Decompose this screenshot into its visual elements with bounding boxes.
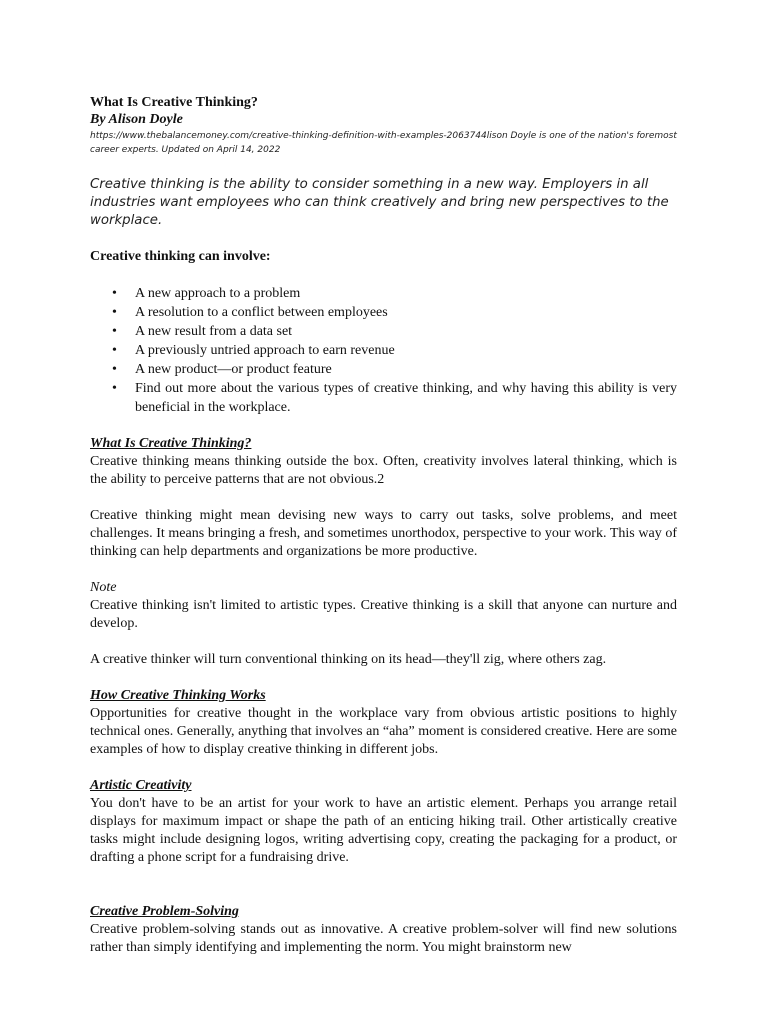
paragraph-lateral-thinking: Creative thinking means thinking outside the box. Often, creativity involves lateral thinking, which is the ability to perceive patterns that are not obvious.2 (90, 454, 677, 487)
list-item: • Find out more about the various types of creative thinking, and why having this ability is very beneficial in the workplace. (112, 381, 677, 415)
paragraph-artistic: You don't have to be an artist for your work to have an artistic element. Perhaps you arrange retail displays for maximum impact or shape the path of an enticing hiking trail. Other artistically creative tasks might include designing logos, writing advertising copy, creating the packaging for a product, or drafting a phone script for a fundraising drive. (90, 796, 677, 865)
section-heading-what-is: What Is Creative Thinking? (90, 436, 252, 451)
document-page (90, 94, 677, 957)
bullet-icon: • (112, 343, 117, 358)
bullet-icon: • (112, 381, 117, 396)
document-title: What Is Creative Thinking? (90, 95, 258, 110)
section-heading-how-works: How Creative Thinking Works (90, 688, 266, 703)
bullet-icon: • (112, 305, 117, 320)
section-heading-problem-solving: Creative Problem-Solving (90, 904, 239, 919)
list-item: • A previously untried approach to earn revenue (112, 343, 395, 358)
paragraph-zig-zag: A creative thinker will turn conventional thinking on its head—they'll zig, where others zag. (90, 652, 607, 667)
paragraph-devising: Creative thinking might mean devising new ways to carry out tasks, solve problems, and meet challenges. It means bringing a fresh, and sometimes unorthodox, perspective to your work. This way of thinking can help departments and organizations be more productive. (90, 508, 677, 559)
source-line: https://www.thebalancemoney.com/creative-thinking-definition-with-examples-2063744lison Doyle is one of the nation's foremost career experts. Updated on April 14, 2022 (90, 131, 677, 155)
bullet-icon: • (112, 362, 117, 377)
section-heading-artistic: Artistic Creativity (90, 778, 192, 793)
author-byline: By Alison Doyle (90, 112, 183, 127)
bullet-icon: • (112, 324, 117, 339)
involve-heading: Creative thinking can involve: (90, 249, 271, 264)
paragraph-problem-solving: Creative problem-solving stands out as innovative. A creative problem-solver will find new solutions rather than simply identifying and implementing the norm. You might brainstorm new (90, 922, 677, 955)
paragraph-opportunities: Opportunities for creative thought in the workplace vary from obvious artistic positions to highly technical ones. Generally, anything that involves an “aha” moment is considered creative. Here are some examples of how to display creative thinking in different jobs. (90, 706, 677, 757)
list-item: • A new approach to a problem (112, 286, 301, 301)
list-item: • A resolution to a conflict between employees (112, 305, 388, 320)
involve-list (90, 284, 677, 417)
bullet-icon: • (112, 286, 117, 301)
note-label: Note (90, 580, 117, 595)
list-item: • A new product—or product feature (112, 362, 332, 377)
intro-paragraph: Creative thinking is the ability to consider something in a new way. Employers in all industries want employees who can think creatively and bring new perspectives to the workplace. (90, 177, 669, 228)
note-paragraph: Creative thinking isn't limited to artistic types. Creative thinking is a skill that anyone can nurture and develop. (90, 598, 677, 631)
list-item: • A new result from a data set (112, 324, 293, 339)
